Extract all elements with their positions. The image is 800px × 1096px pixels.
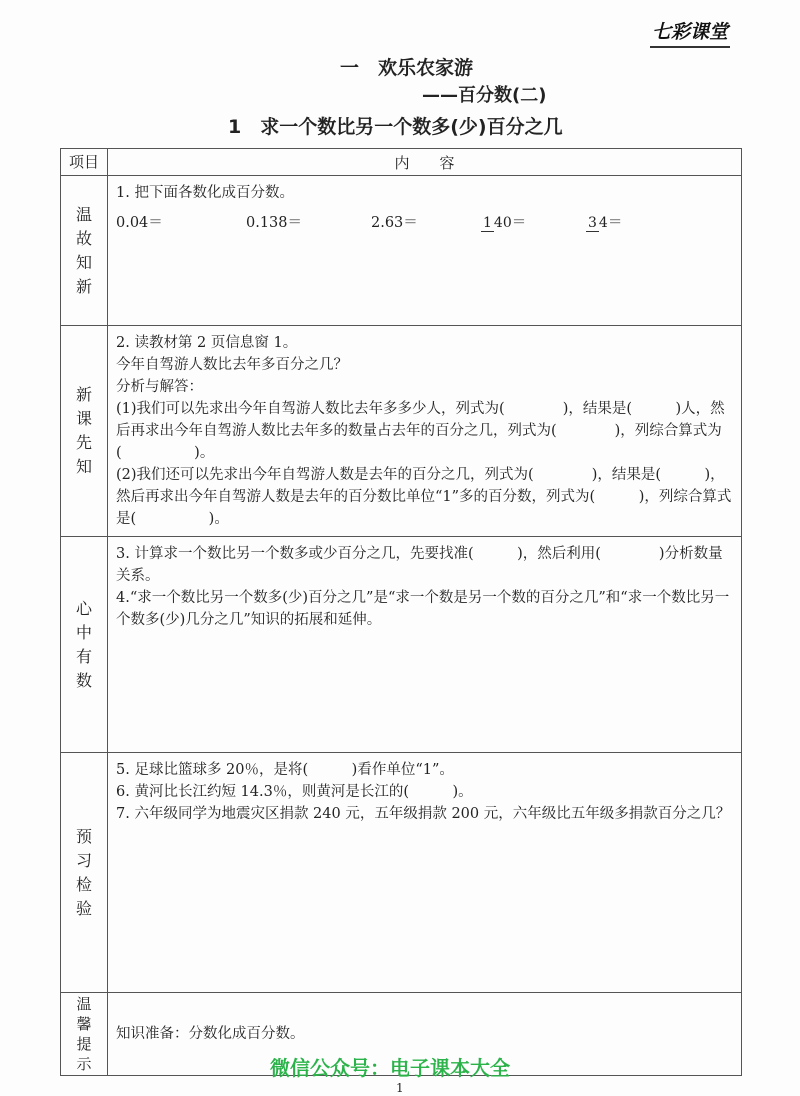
row-content: 5. 足球比篮球多 20％，是将( )看作单位“1”。 6. 黄河比长江约短 14.3％，则黄河是长江的( )。 7. 六年级同学为地震灾区捐款 240 元，五年级捐款 200 元，六年级比五年级多捐款百分之几？: [108, 753, 742, 993]
row-label: 预习检验: [61, 753, 108, 993]
unit-subtitle: ——百分数(二): [422, 85, 547, 106]
page-number: 1: [396, 1081, 404, 1095]
fraction-item: 3 4＝: [588, 214, 623, 231]
header-item: 项目: [61, 149, 108, 176]
unit-title: 一 欢乐农家游: [340, 57, 474, 79]
row-content: 知识准备：分数化成百分数。: [108, 993, 742, 1076]
header-content: 内 容: [108, 149, 742, 176]
conversion-item: 0.04＝: [116, 215, 163, 231]
brand-logo: 七彩课堂: [650, 20, 730, 48]
conversion-item: 0.138＝: [246, 215, 303, 231]
row-label: 温故知新: [61, 176, 108, 326]
row-content: 3. 计算求一个数比另一个数多或少百分之几，先要找准( )，然后利用( )分析数量关系。 4.“求一个数比另一个数多(少)百分之几”是“求一个数是另一个数的百分之几”和“求一个数比另一个数多(少)几分之几”知识的拓展和延伸。: [108, 537, 742, 753]
row-content: 1. 把下面各数化成百分数。 0.04＝ 0.138＝ 2.63＝ 1 40＝ 3 4＝: [108, 176, 742, 326]
row-label: 心中有数: [61, 537, 108, 753]
conversion-item: 2.63＝: [371, 215, 418, 231]
row-content: 2. 读教材第 2 页信息窗 1。 今年自驾游人数比去年多百分之几？ 分析与解答： (1)我们可以先求出今年自驾游人数比去年多多少人，列式为( )，结果是( )人，然后再求出今年自驾游人数比去年多的数量占去年的百分之几，列式为( )，列综合算式为( )。 (2)我们还可以先求出今年自驾游人数是去年的百分之几，列式为( )，结果是( )，然后再求出今年自驾游人数是去年的百分数比单位“1”多的百分数，列式为( )，列综合算式是( )。: [108, 326, 742, 537]
lesson-title: 1 求一个数比另一个数多(少)百分之几: [228, 116, 563, 138]
watermark: 微信公众号：电子课本大全: [270, 1056, 510, 1080]
fraction-item: 1 40＝: [483, 214, 527, 231]
worksheet-table: [60, 148, 742, 1076]
row-label: 新课先知: [61, 326, 108, 537]
row-label: 温馨提示: [61, 993, 108, 1076]
